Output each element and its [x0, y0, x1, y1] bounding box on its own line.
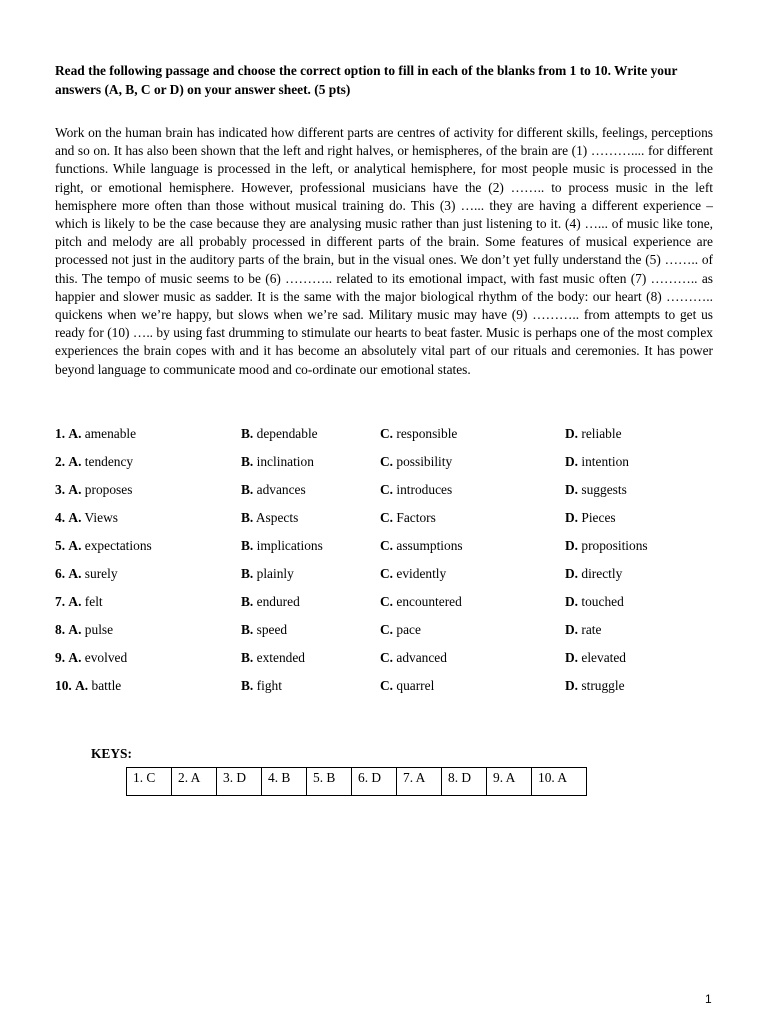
option-a: 6. A. surely — [55, 566, 118, 581]
question-row — [55, 620, 715, 648]
option-c: C. Factors — [380, 510, 436, 525]
option-b: B. Aspects — [241, 510, 299, 525]
option-d: D. reliable — [565, 426, 622, 441]
option-c: C. evidently — [380, 566, 447, 581]
option-b: B. speed — [241, 622, 288, 637]
answer-key-table — [126, 767, 587, 796]
option-c: C. introduces — [380, 482, 453, 497]
answer-key-cell: 7. A — [397, 768, 442, 796]
option-d: D. intention — [565, 454, 629, 469]
answer-key-cell: 2. A — [172, 768, 217, 796]
option-d: D. elevated — [565, 650, 626, 665]
instructions: Read the following passage and choose the correct option to fill in each of the blanks from 1 to 10. Write your answers (A, B, C or D) on your answer sheet. (5 pts) — [55, 63, 678, 97]
answer-key-cell: 4. B — [262, 768, 307, 796]
answer-options — [55, 424, 715, 704]
answer-key-cell: 6. D — [352, 768, 397, 796]
option-a: 4. A. Views — [55, 510, 118, 525]
question-row — [55, 424, 715, 452]
option-c: C. assumptions — [380, 538, 463, 553]
option-b: B. implications — [241, 538, 323, 553]
option-c: C. pace — [380, 622, 421, 637]
answer-key-cell: 8. D — [442, 768, 487, 796]
keys-label: KEYS: — [91, 746, 132, 761]
option-a: 9. A. evolved — [55, 650, 128, 665]
option-b: B. extended — [241, 650, 305, 665]
option-d: D. directly — [565, 566, 623, 581]
question-row — [55, 536, 715, 564]
option-c: C. encountered — [380, 594, 462, 609]
answer-key-cell: 1. C — [127, 768, 172, 796]
option-c: C. responsible — [380, 426, 458, 441]
option-c: C. possibility — [380, 454, 453, 469]
option-a: 2. A. tendency — [55, 454, 134, 469]
question-row — [55, 648, 715, 676]
option-b: B. advances — [241, 482, 306, 497]
option-a: 7. A. felt — [55, 594, 103, 609]
option-a: 1. A. amenable — [55, 426, 137, 441]
reading-passage: Work on the human brain has indicated how different parts are centres of activity for different skills, feelings, perceptions and so on. It has also been shown that the left and right halves, or hemispheres, of the brain are (1) ……….... for different functions. While language is processed in the left, or analytical hemisphere, for most people music is processed in the right, or emotional hemisphere. However, professional musicians have the (2) …….. to process music in the left hemisphere more often than those without musical training do. This (3) …... they are having a different experience – which is likely to be the case because they are analysing music rather than just listening to it. (4) …... of music like tone, pitch and melody are all probably processed in different parts of the brain. Some features of musical experience are processed not just in the auditory parts of the brain, but in the visual ones. We don’t yet fully understand the (5) …….. of this. The tempo of music seems to be (6) ……….. related to its emotional impact, with fast music often (7) ……….. as happier and slower music as sadder. It is the same with the major biological rhythm of the body: our heart (8) ……….. quickens when we’re happy, but slows when we’re sad. Military music may have (9) ……….. from attempts to get us ready for (10) ….. by using fast drumming to stimulate our hearts to beat faster. Music is perhaps one of the most complex experiences the brain copes with and it has become an absolutely vital part of our rituals and ceremonies. It has power beyond language to communicate mood and co-ordinate our emotional states. — [55, 125, 713, 377]
page-number: 1 — [705, 992, 712, 1006]
option-d: D. touched — [565, 594, 624, 609]
question-row — [55, 452, 715, 480]
question-row — [55, 676, 715, 704]
answer-key-row — [127, 768, 587, 796]
option-b: B. plainly — [241, 566, 294, 581]
answer-key-cell: 5. B — [307, 768, 352, 796]
option-b: B. inclination — [241, 454, 314, 469]
option-c: C. advanced — [380, 650, 447, 665]
question-row — [55, 564, 715, 592]
option-d: D. struggle — [565, 678, 625, 693]
option-b: B. dependable — [241, 426, 318, 441]
option-d: D. Pieces — [565, 510, 616, 525]
answer-key-cell: 9. A — [487, 768, 532, 796]
answer-key-cell: 10. A — [532, 768, 587, 796]
option-a: 5. A. expectations — [55, 538, 152, 553]
option-a: 10. A. battle — [55, 678, 122, 693]
option-d: D. suggests — [565, 482, 627, 497]
option-a: 3. A. proposes — [55, 482, 133, 497]
question-row — [55, 592, 715, 620]
question-row — [55, 480, 715, 508]
option-d: D. propositions — [565, 538, 648, 553]
option-d: D. rate — [565, 622, 602, 637]
option-b: B. fight — [241, 678, 282, 693]
option-c: C. quarrel — [380, 678, 435, 693]
question-row — [55, 508, 715, 536]
option-b: B. endured — [241, 594, 300, 609]
answer-key-cell: 3. D — [217, 768, 262, 796]
option-a: 8. A. pulse — [55, 622, 114, 637]
